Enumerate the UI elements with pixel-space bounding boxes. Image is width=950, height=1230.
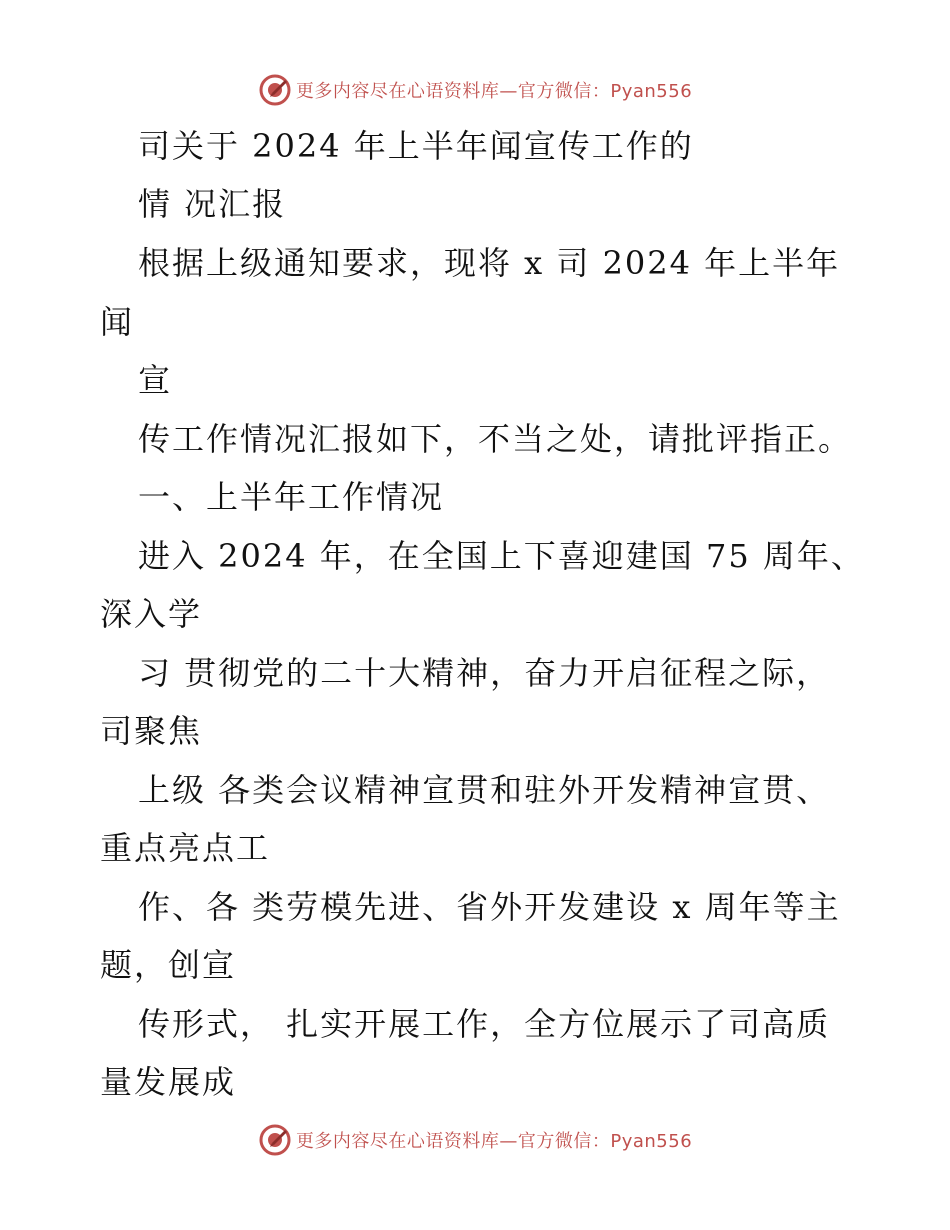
- footer-watermark-text: 更多内容尽在心语资料库—官方微信：Pyan556: [295, 1131, 693, 1152]
- pen-logo-icon: [258, 1123, 292, 1157]
- paragraph-line: 作、各 类劳模先进、省外开发建设 x 周年等主: [138, 888, 841, 926]
- paragraph-line: 根据上级通知要求，现将 x 司 2024 年上半年: [138, 244, 841, 282]
- paragraph-line: 宣: [138, 361, 173, 399]
- header-watermark-text: 更多内容尽在心语资料库—官方微信：Pyan556: [295, 81, 693, 102]
- paragraph-line: 上级 各类会议精神宣贯和驻外开发精神宣贯、: [138, 771, 831, 809]
- footer-watermark-banner: [0, 1120, 950, 1160]
- paragraph-line: 重点亮点工: [100, 829, 271, 867]
- paragraph-line: 司聚焦: [100, 712, 203, 750]
- paragraph-line: 深入学: [100, 595, 203, 633]
- paragraph-line: 闻: [100, 303, 135, 341]
- paragraph-line: 题，创宣: [100, 946, 237, 984]
- doc-title-line-1: 司关于 2024 年上半年闻宣传工作的: [138, 127, 694, 165]
- doc-title-line-2: 情 况汇报: [138, 185, 287, 223]
- section-heading: 一、上半年工作情况: [138, 478, 445, 516]
- paragraph-line: 量发展成: [100, 1063, 237, 1101]
- paragraph-line: 传工作情况汇报如下，不当之处，请批评指正。: [138, 420, 853, 458]
- paragraph-line: 传形式， 扎实开展工作，全方位展示了司高质: [138, 1005, 831, 1043]
- paragraph-line: 进入 2024 年，在全国上下喜迎建国 75 周年、: [138, 537, 865, 575]
- paragraph-line: 习 贯彻党的二十大精神，奋力开启征程之际，: [138, 654, 831, 692]
